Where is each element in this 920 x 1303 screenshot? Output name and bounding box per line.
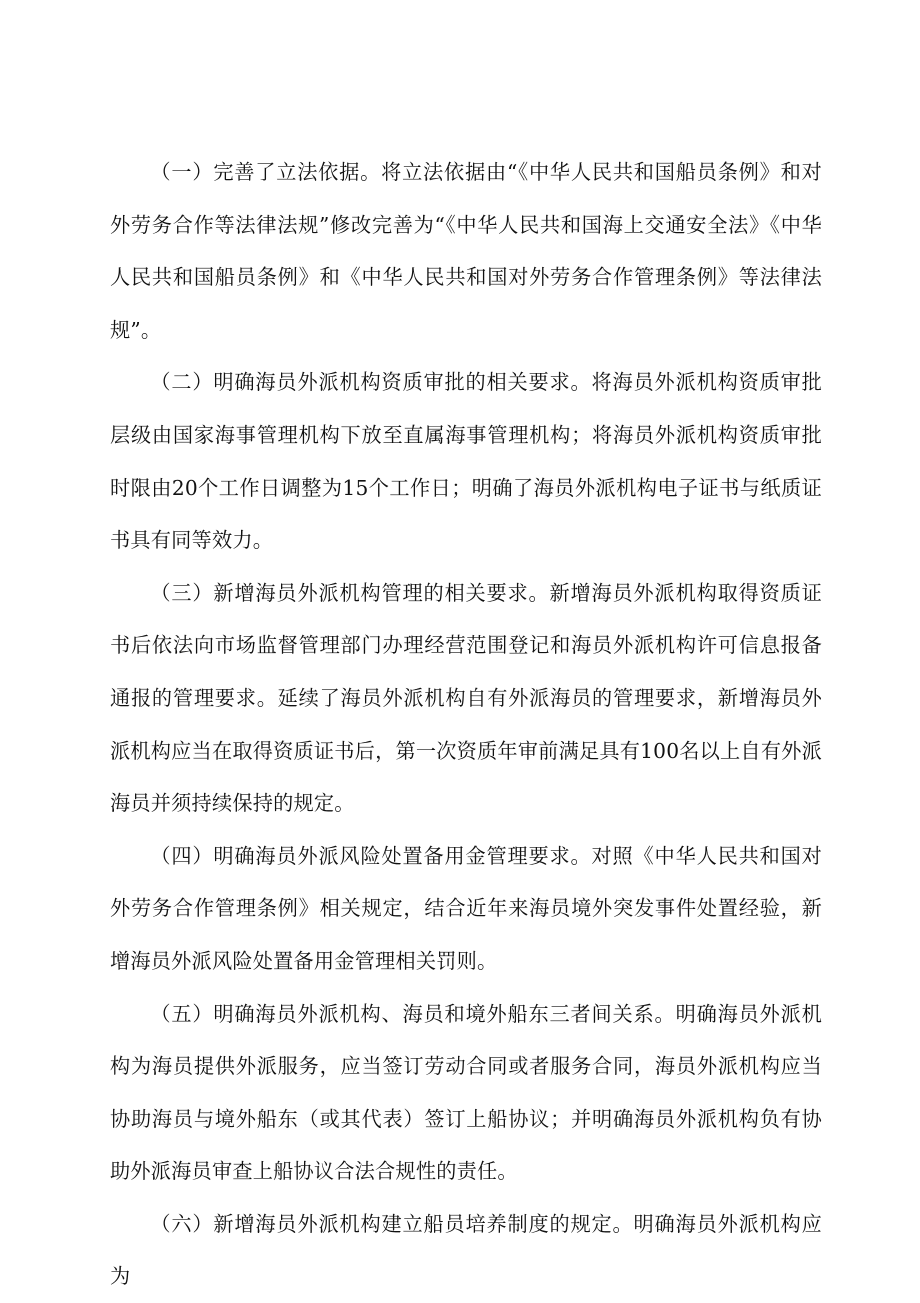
paragraph-5: （五）明确海员外派机构、海员和境外船东三者间关系。明确海员外派机构为海员提供外派服务，应当签订劳动合同或者服务合同，海员外派机构应当协助海员与境外船东（或其代表）签订上船协议；并明确海员外派机构负有协助外派海员审查上船协议合法合规性的责任。	[110, 1001, 822, 1184]
paragraph-2: （二）明确海员外派机构资质审批的相关要求。将海员外派机构资质审批层级由国家海事管理机构下放至直属海事管理机构；将海员外派机构资质审批时限由20个工作日调整为15个工作日；明确了海员外派机构电子证书与纸质证书具有同等效力。	[110, 370, 822, 553]
paragraph-6: （六）新增海员外派机构建立船员培养制度的规定。明确海员外派机构应为	[110, 1211, 822, 1289]
paragraph-1: （一）完善了立法依据。将立法依据由“《中华人民共和国船员条例》和对外劳务合作等法律法规”修改完善为“《中华人民共和国海上交通安全法》《中华人民共和国船员条例》和《中华人民共和国对外劳务合作管理条例》等法律法规”。	[110, 160, 822, 342]
document-body	[110, 146, 822, 1303]
paragraph-3: （三）新增海员外派机构管理的相关要求。新增海员外派机构取得资质证书后依法向市场监督管理部门办理经营范围登记和海员外派机构许可信息报备通报的管理要求。延续了海员外派机构自有外派海员的管理要求，新增海员外派机构应当在取得资质证书后，第一次资质年审前满足具有100名以上自有外派海员并须持续保持的规定。	[110, 580, 822, 816]
paragraph-4: （四）明确海员外派风险处置备用金管理要求。对照《中华人民共和国对外劳务合作管理条例》相关规定，结合近年来海员境外突发事件处置经验，新增海员外派风险处置备用金管理相关罚则。	[110, 843, 822, 973]
